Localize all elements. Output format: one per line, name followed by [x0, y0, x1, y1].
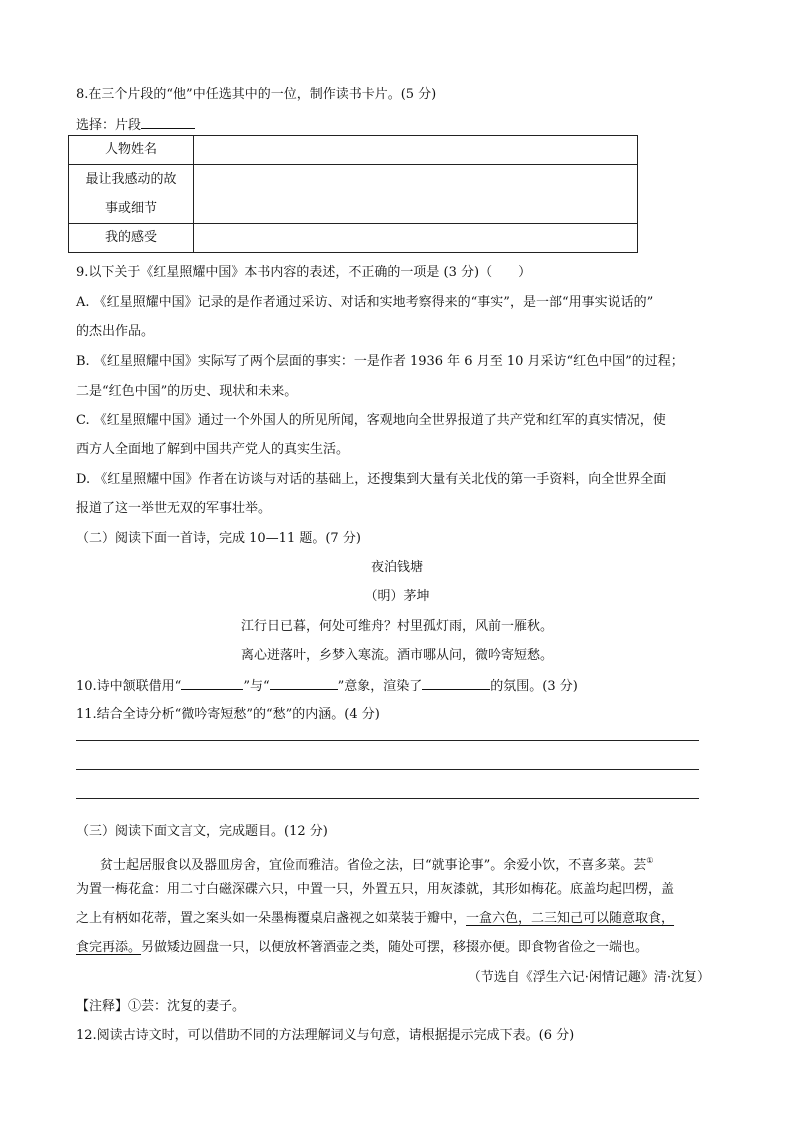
poem-line-1: 江行日已暮，何处可维舟？村里孤灯雨，风前一雁秋。	[240, 619, 553, 634]
q9-option-b-line2: 二是“红色中国”的历史、现状和未来。	[76, 384, 298, 399]
q10-stem: 10.诗中颔联借用“ ”与“ ”意象，渲染了 的氛围。(3 分)	[76, 676, 578, 696]
q9-option-a-line1: A. 《红星照耀中国》记录的是作者通过采访、对话和实地考察得来的“事实”，是一部“用事实说话的”	[76, 295, 654, 310]
q9-option-d-line1: D. 《红星照耀中国》作者在访谈与对话的基础上，还搜集到大量有关北伐的第一手资料，向全世界全面	[76, 472, 667, 487]
poem-line-2: 离心迸落叶，乡梦入寒流。酒市哪从问，微吟寄短愁。	[240, 648, 553, 663]
q10-blank-1[interactable]	[181, 676, 243, 690]
q11-answer-line-2[interactable]	[76, 769, 699, 770]
card-label-story: 最让我感动的故 事或细节	[69, 165, 194, 224]
underlined-sentence: 一盒六色，二三知己可以随意取食，	[466, 911, 675, 926]
card-cell-story[interactable]	[194, 165, 638, 224]
q8-stem: 8.在三个片段的“他”中任选其中的一位，制作读书卡片。(5 分)	[76, 87, 437, 102]
card-label-name: 人物姓名	[69, 136, 194, 165]
table-row	[69, 224, 638, 253]
table-row	[69, 165, 638, 224]
q9-option-b-line1: B. 《红星照耀中国》实际写了两个层面的事实：一是作者 1936 年 6 月至 10 月采访“红色中国”的过程；	[76, 354, 684, 369]
poem-title: 夜泊钱塘	[370, 560, 423, 575]
card-label-feeling: 我的感受	[69, 224, 194, 253]
passage-source: （节选自《浮生六记·闲情记趣》清·沈复）	[467, 970, 710, 985]
passage-line-3: 之上有柄如花蒂，置之案头如一朵墨梅覆桌启盏视之如菜装于瓣中，一盒六色，二三知己可以随意取食，	[76, 911, 675, 926]
q8-select-line	[76, 115, 195, 135]
passage-note: 【注释】①芸：沈复的妻子。	[76, 999, 246, 1014]
q11-stem: 11.结合全诗分析“微吟寄短愁”的“愁”的内涵。(4 分)	[76, 707, 380, 722]
card-cell-feeling[interactable]	[194, 224, 638, 253]
q9-option-c-line1: C. 《红星照耀中国》通过一个外国人的所见所闻，客观地向全世界报道了共产党和红军的真实情况，使	[76, 413, 666, 428]
q12-stem: 12.阅读古诗文时，可以借助不同的方法理解词义与句意，请根据提示完成下表。(6 分)	[76, 1028, 575, 1043]
q9-option-c-line2: 西方人全面地了解到中国共产党人的真实生活。	[76, 442, 350, 457]
q8-select-label: 选择：片段	[76, 118, 142, 133]
q8-segment-blank[interactable]	[141, 115, 195, 129]
passage-line-4: 食完再添。另做矮边圆盘一只，以便放杯箸酒壶之类，随处可摆，移掇亦便。即食物省俭之一端也。	[76, 940, 649, 955]
section3-heading: （三）阅读下面文言文，完成题目。(12 分)	[76, 824, 328, 839]
passage-line-2: 为置一梅花盒：用二寸白磁深碟六只，中置一只，外置五只，用灰漆就，其形如梅花。底盖均起凹楞，盖	[76, 882, 675, 897]
section2-heading: （二）阅读下面一首诗，完成 10—11 题。(7 分)	[76, 531, 361, 546]
q11-answer-line-3[interactable]	[76, 798, 699, 799]
footnote-marker: ①	[646, 856, 654, 865]
reading-card-table	[68, 135, 638, 253]
q10-blank-2[interactable]	[270, 676, 338, 690]
q11-answer-line-1[interactable]	[76, 740, 699, 741]
table-row	[69, 136, 638, 165]
q9-option-a-line2: 的杰出作品。	[76, 324, 155, 339]
passage-line-1: 贫士起居服食以及器皿房舍，宜俭而雅洁。省俭之法，曰“就事论事”。余爱小饮，不喜多菜。芸①	[100, 856, 654, 873]
underlined-sentence-end: 食完再添。	[76, 940, 142, 955]
poem-author: （明）茅坤	[364, 589, 430, 604]
q9-stem: 9.以下关于《红星照耀中国》本书内容的表述，不正确的一项是 (3 分)（ ）	[76, 265, 532, 280]
q10-blank-3[interactable]	[422, 676, 490, 690]
q9-option-d-line2: 报道了这一举世无双的军事壮举。	[76, 501, 272, 516]
card-cell-name[interactable]	[194, 136, 638, 165]
